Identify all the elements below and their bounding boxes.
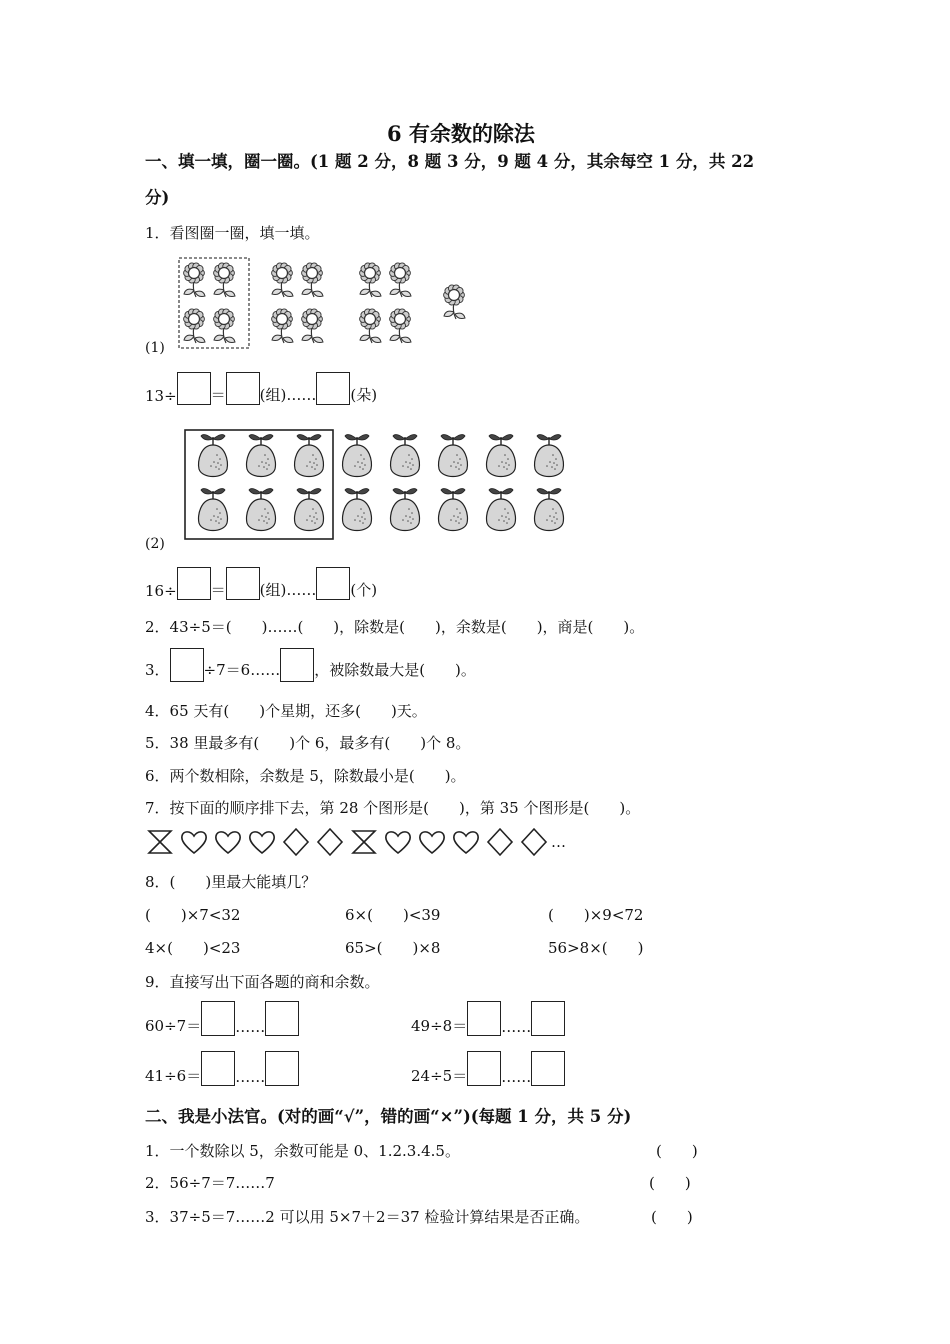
q9-item [145, 1051, 299, 1086]
q5-text: 5．38 里最多有( )个 6，最多有( )个 8。 [145, 734, 471, 752]
fruit-icon [391, 435, 420, 477]
fruit-icon [343, 489, 372, 531]
answer-box-remainder[interactable] [265, 1051, 299, 1086]
answer-box-divisor[interactable] [177, 372, 211, 405]
flower-icon [214, 309, 235, 343]
q9-prompt: 9．直接写出下面各题的商和余数。 [145, 973, 380, 991]
answer-box-remainder[interactable] [265, 1001, 299, 1036]
dots-text: …… [235, 1068, 266, 1086]
group-unit-text: (组)…… [259, 386, 317, 404]
judge-answer-paren[interactable]: ( ) [656, 1142, 698, 1160]
flower-icon [184, 263, 205, 297]
fruit-icon [439, 435, 468, 477]
diamond-icon [279, 828, 313, 856]
q1-part1-label: (1) [145, 340, 165, 356]
shape-sequence [143, 828, 566, 856]
answer-box-remainder[interactable] [316, 567, 350, 600]
fruit-icon [247, 489, 276, 531]
q9-expression: 49÷8＝ [411, 1017, 468, 1035]
answer-box-quotient[interactable] [226, 567, 260, 600]
flower-icon [302, 263, 323, 297]
q8-item: ( )×7<32 [145, 906, 241, 924]
section2-heading: 二、我是小法官。(对的画“√”，错的画“×”)(每题 1 分，共 5 分) [145, 1107, 632, 1126]
answer-box-remainder[interactable] [316, 372, 350, 405]
judge-item-text: 3．37÷5＝7……2 可以用 5×7＋2＝37 检验计算结果是否正确。 [145, 1208, 590, 1226]
q7-text: 7．按下面的顺序排下去，第 28 个图形是( )，第 35 个图形是( )。 [145, 799, 641, 817]
answer-box-quotient[interactable] [201, 1051, 235, 1086]
q8-prompt: 8．( )里最大能填几？ [145, 873, 317, 891]
q3-prefix: 3． [145, 661, 170, 679]
section1-heading-cont: 分) [145, 188, 170, 207]
diamond-icon [313, 828, 347, 856]
answer-box-remainder[interactable] [531, 1001, 565, 1036]
diamond-icon [483, 828, 517, 856]
answer-box-quotient[interactable] [467, 1001, 501, 1036]
q9-item [411, 1001, 565, 1036]
judge-item-text: 2．56÷7＝7……7 [145, 1174, 275, 1192]
heart-icon [415, 828, 449, 856]
fruit-icon [199, 435, 228, 477]
fruit-icon [247, 435, 276, 477]
flower-icon [360, 309, 381, 343]
judge-answer-paren[interactable]: ( ) [649, 1174, 691, 1192]
flower-icon [214, 263, 235, 297]
dots-text: …… [235, 1018, 266, 1036]
answer-box-remainder[interactable] [531, 1051, 565, 1086]
answer-box-quotient[interactable] [226, 372, 260, 405]
fruit-icon [535, 435, 564, 477]
heart-icon [245, 828, 279, 856]
equals-text: ＝ [210, 581, 226, 599]
diamond-icon [517, 828, 551, 856]
group-unit-text: (组)…… [259, 581, 317, 599]
q2-text: 2．43÷5＝( )……( )，除数是( )，余数是( )，商是( )。 [145, 618, 645, 636]
q8-item: 56>8×( ) [548, 939, 644, 957]
flower-icon [272, 263, 293, 297]
heart-icon [177, 828, 211, 856]
fruit-figure [183, 427, 583, 542]
dots-text: …… [501, 1018, 532, 1036]
answer-box-quotient[interactable] [201, 1001, 235, 1036]
q9-item [145, 1001, 299, 1036]
equals-text: ＝ [210, 386, 226, 404]
sequence-ellipsis: … [551, 833, 566, 851]
fruit-icon [295, 489, 324, 531]
judge-answer-paren[interactable]: ( ) [651, 1208, 693, 1226]
answer-box-quotient[interactable] [467, 1051, 501, 1086]
fruit-icon [295, 435, 324, 477]
q8-item: 65>( )×8 [345, 939, 441, 957]
fruit-icon [487, 435, 516, 477]
flower-icon [444, 285, 465, 319]
q8-item: 6×( )<39 [345, 906, 441, 924]
heart-icon [449, 828, 483, 856]
q9-expression: 24÷5＝ [411, 1067, 468, 1085]
q3-suffix: ，被除数最大是( )。 [314, 661, 476, 679]
q8-item: ( )×9<72 [548, 906, 644, 924]
page-title: 6 有余数的除法 [387, 121, 535, 146]
heart-icon [381, 828, 415, 856]
hourglass-icon [347, 828, 381, 856]
dots-text: …… [501, 1068, 532, 1086]
fruit-icon [391, 489, 420, 531]
judge-item-text: 1．一个数除以 5，余数可能是 0、1.2.3.4.5。 [145, 1142, 460, 1160]
q6-text: 6．两个数相除，余数是 5，除数最小是( )。 [145, 767, 466, 785]
q9-expression: 41÷6＝ [145, 1067, 202, 1085]
q1-part2-label: (2) [145, 536, 165, 552]
remainder-unit-text: (个) [350, 581, 378, 599]
answer-box-remainder[interactable] [280, 648, 314, 682]
remainder-unit-text: (朵) [350, 386, 378, 404]
heart-icon [211, 828, 245, 856]
q1-part1-equation [145, 372, 377, 405]
flower-icon [360, 263, 381, 297]
q8-item: 4×( )<23 [145, 939, 241, 957]
q4-text: 4．65 天有( )个星期，还多( )天。 [145, 702, 427, 720]
fruit-icon [487, 489, 516, 531]
fruit-icon [199, 489, 228, 531]
q3-line [145, 648, 476, 682]
dividend-text: 13÷ [145, 387, 177, 405]
section1-heading: 一、填一填，圈一圈。(1 题 2 分，8 题 3 分，9 题 4 分，其余每空 1 分，共 22 [145, 152, 755, 171]
dividend-text: 16÷ [145, 582, 177, 600]
fruit-icon [535, 489, 564, 531]
q1-prompt: 1．看图圈一圈，填一填。 [145, 224, 320, 242]
flower-icon [272, 309, 293, 343]
flower-icon [390, 263, 411, 297]
flower-figure [175, 255, 495, 355]
fruit-icon [343, 435, 372, 477]
answer-box-dividend[interactable] [170, 648, 204, 682]
flower-icon [184, 309, 205, 343]
fruit-icon [439, 489, 468, 531]
q1-part2-equation [145, 567, 377, 600]
q3-mid: ÷7＝6…… [203, 661, 281, 679]
flower-icon [390, 309, 411, 343]
answer-box-divisor[interactable] [177, 567, 211, 600]
q9-expression: 60÷7＝ [145, 1017, 202, 1035]
flower-icon [302, 309, 323, 343]
hourglass-icon [143, 828, 177, 856]
q9-item [411, 1051, 565, 1086]
